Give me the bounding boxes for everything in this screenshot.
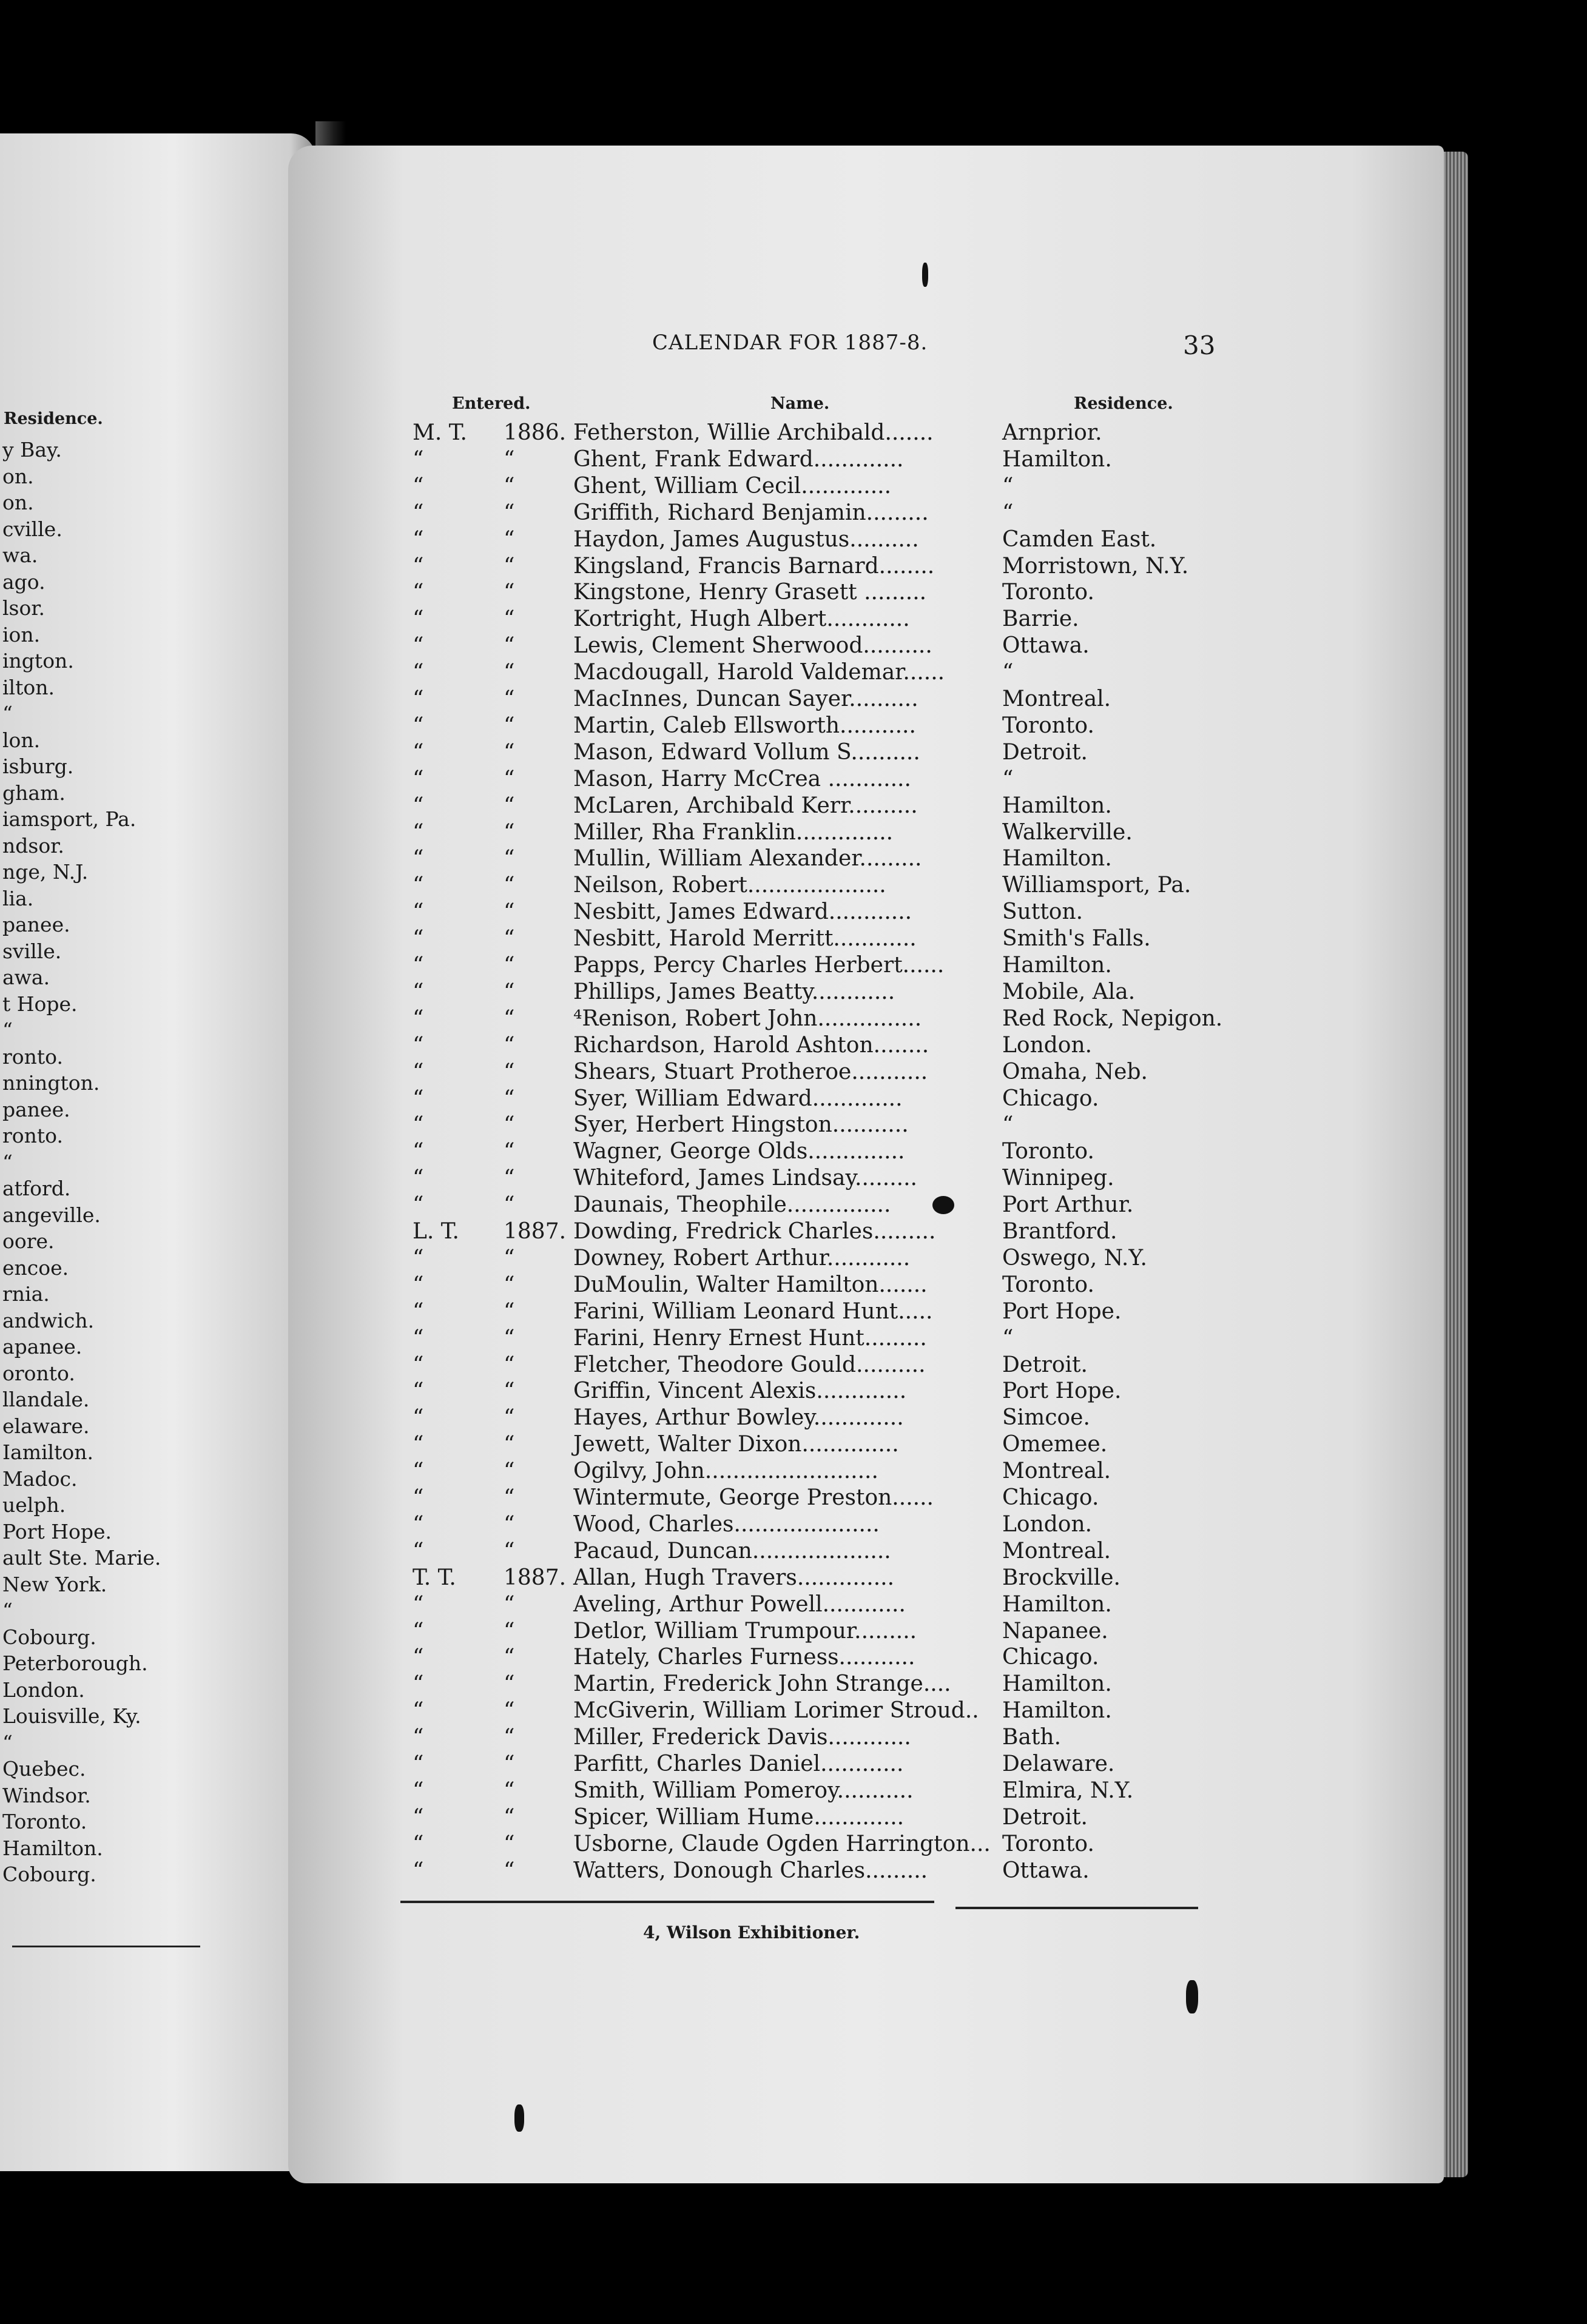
left-residence-entry: nnington.: [2, 1071, 100, 1095]
year-cell: “: [504, 1379, 515, 1404]
residence-cell: Simcoe.: [1002, 1405, 1090, 1431]
term-cell: “: [413, 1006, 424, 1031]
left-residence-entry: apanee.: [2, 1335, 83, 1358]
name-cell: Hately, Charles Furness...........: [573, 1645, 915, 1670]
left-residence-entry: ault Ste. Marie.: [2, 1546, 161, 1570]
left-residence-entry: on.: [2, 491, 34, 514]
left-residence-entry: Toronto.: [2, 1810, 87, 1833]
name-cell: Aveling, Arthur Powell............: [573, 1591, 906, 1617]
name-cell: Detlor, William Trumpour.........: [573, 1618, 917, 1644]
term-cell: “: [413, 1352, 424, 1377]
name-cell: Jewett, Walter Dixon..............: [573, 1432, 899, 1457]
term-cell: “: [413, 1379, 424, 1404]
name-column-header: Name.: [770, 394, 830, 413]
left-residence-entry: ington.: [2, 649, 74, 673]
name-cell: Smith, William Pomeroy...........: [573, 1778, 914, 1803]
name-cell: Mason, Edward Vollum S..........: [573, 739, 920, 765]
name-cell: Lewis, Clement Sherwood..........: [573, 633, 932, 659]
name-cell: Downey, Robert Arthur............: [573, 1245, 911, 1271]
residence-cell: Toronto.: [1002, 1272, 1094, 1297]
left-residence-entry: “: [2, 1150, 13, 1174]
term-cell: L. T.: [413, 1219, 459, 1244]
name-cell: Whiteford, James Lindsay.........: [573, 1166, 917, 1191]
term-cell: “: [413, 1032, 424, 1058]
term-cell: “: [413, 1831, 424, 1856]
left-residence-entry: London.: [2, 1678, 85, 1702]
year-cell: “: [504, 1751, 515, 1776]
year-cell: “: [504, 1831, 515, 1856]
name-cell: Richardson, Harold Ashton........: [573, 1032, 929, 1058]
name-cell: Martin, Caleb Ellsworth...........: [573, 713, 916, 738]
ink-mark: [514, 2104, 524, 2132]
year-cell: “: [504, 1405, 515, 1431]
term-cell: “: [413, 1245, 424, 1271]
left-residence-entry: Port Hope.: [2, 1519, 112, 1543]
term-cell: T. T.: [413, 1565, 456, 1590]
term-cell: “: [413, 1725, 424, 1750]
term-cell: “: [413, 473, 424, 499]
year-cell: “: [504, 873, 515, 898]
name-cell: Nesbitt, Harold Merritt............: [573, 926, 917, 952]
left-residence-entry: Iamilton.: [2, 1440, 93, 1464]
ink-blot: [932, 1196, 954, 1214]
residence-cell: Mobile, Ala.: [1002, 979, 1136, 1004]
left-residence-entry: isburg.: [2, 754, 74, 778]
term-cell: “: [413, 1591, 424, 1617]
residence-cell: Chicago.: [1002, 1086, 1099, 1111]
name-cell: Nesbitt, James Edward............: [573, 899, 912, 925]
name-cell: Daunais, Theophile...............: [573, 1192, 891, 1218]
residence-column-header: Residence.: [1074, 394, 1173, 413]
residence-cell: Port Hope.: [1002, 1379, 1122, 1404]
left-residence-entry: oore.: [2, 1229, 55, 1253]
year-cell: 1886.: [504, 420, 567, 445]
left-residence-entry: ion.: [2, 622, 41, 646]
left-residence-entry: “: [2, 1730, 13, 1755]
year-cell: “: [504, 1032, 515, 1058]
residence-cell: Oswego, N.Y.: [1002, 1245, 1147, 1271]
term-cell: “: [413, 1698, 424, 1724]
term-cell: “: [413, 1139, 424, 1164]
left-residence-entry: “: [2, 1599, 13, 1622]
name-cell: Syer, Herbert Hingston...........: [573, 1112, 909, 1138]
residence-cell: Hamilton.: [1002, 1591, 1112, 1617]
left-residence-entry: Peterborough.: [2, 1651, 148, 1675]
left-residence-entry: “: [2, 702, 13, 725]
term-cell: “: [413, 713, 424, 738]
residence-cell: “: [1002, 1112, 1014, 1138]
name-cell: Parfitt, Charles Daniel............: [573, 1751, 904, 1776]
ink-mark: [1186, 1980, 1198, 2013]
entered-column-header: Entered.: [452, 394, 531, 413]
name-cell: Mason, Harry McCrea ............: [573, 766, 911, 791]
term-cell: “: [413, 899, 424, 925]
name-cell: Farini, Henry Ernest Hunt.........: [573, 1325, 927, 1351]
left-residence-entry: ronto.: [2, 1044, 63, 1069]
residence-cell: Hamilton.: [1002, 846, 1112, 872]
residence-cell: Chicago.: [1002, 1485, 1099, 1510]
year-cell: “: [504, 473, 515, 499]
residence-cell: “: [1002, 473, 1014, 499]
term-cell: M. T.: [413, 420, 467, 445]
residence-cell: Delaware.: [1002, 1751, 1115, 1776]
term-cell: “: [413, 1166, 424, 1191]
name-cell: McGiverin, William Lorimer Stroud..: [573, 1698, 979, 1724]
left-residence-entry: wa.: [2, 543, 38, 567]
residence-cell: Detroit.: [1002, 1352, 1088, 1377]
term-cell: “: [413, 1538, 424, 1563]
term-cell: “: [413, 1432, 424, 1457]
year-cell: “: [504, 1166, 515, 1191]
left-residence-entry: gham.: [2, 781, 66, 805]
left-residence-entry: rnia.: [2, 1282, 50, 1306]
year-cell: “: [504, 1858, 515, 1883]
residence-cell: London.: [1002, 1032, 1093, 1058]
ink-mark: [922, 263, 928, 287]
name-cell: Usborne, Claude Ogden Harrington...: [573, 1831, 991, 1856]
year-cell: “: [504, 500, 515, 525]
page-number: 33: [1183, 331, 1216, 360]
name-cell: Allan, Hugh Travers..............: [573, 1565, 895, 1590]
term-cell: “: [413, 500, 424, 525]
year-cell: “: [504, 1459, 515, 1484]
term-cell: “: [413, 953, 424, 978]
year-cell: “: [504, 526, 515, 552]
name-cell: Ghent, Frank Edward.............: [573, 446, 904, 472]
left-residence-entry: “: [2, 1018, 13, 1042]
residence-cell: Brockville.: [1002, 1565, 1120, 1590]
name-cell: Martin, Frederick John Strange....: [573, 1671, 951, 1697]
term-cell: “: [413, 793, 424, 818]
residence-cell: Morristown, N.Y.: [1002, 553, 1189, 579]
term-cell: “: [413, 1804, 424, 1830]
name-cell: Kortright, Hugh Albert............: [573, 606, 910, 632]
year-cell: “: [504, 1804, 515, 1830]
term-cell: “: [413, 1298, 424, 1324]
name-cell: ⁴Renison, Robert John...............: [573, 1006, 922, 1031]
year-cell: “: [504, 1778, 515, 1803]
name-cell: Miller, Frederick Davis............: [573, 1725, 911, 1750]
name-cell: Griffin, Vincent Alexis.............: [573, 1379, 907, 1404]
name-cell: Ghent, William Cecil.............: [573, 473, 892, 499]
left-residence-entry: Windsor.: [2, 1783, 91, 1807]
year-cell: “: [504, 953, 515, 978]
year-cell: “: [504, 1352, 515, 1377]
left-residence-entry: atford.: [2, 1177, 71, 1200]
term-cell: “: [413, 526, 424, 552]
residence-cell: Hamilton.: [1002, 1698, 1112, 1724]
year-cell: “: [504, 1591, 515, 1617]
residence-cell: Sutton.: [1002, 899, 1083, 925]
name-cell: Hayes, Arthur Bowley.............: [573, 1405, 904, 1431]
term-cell: “: [413, 873, 424, 898]
term-cell: “: [413, 1405, 424, 1431]
left-page-rule: [12, 1946, 200, 1947]
residence-cell: Camden East.: [1002, 526, 1157, 552]
residence-cell: Brantford.: [1002, 1219, 1117, 1244]
residence-cell: Hamilton.: [1002, 446, 1112, 472]
year-cell: “: [504, 739, 515, 765]
year-cell: “: [504, 819, 515, 845]
left-residence-entry: elaware.: [2, 1414, 90, 1438]
year-cell: “: [504, 660, 515, 685]
name-cell: Neilson, Robert....................: [573, 873, 886, 898]
residence-cell: Winnipeg.: [1002, 1166, 1114, 1191]
year-cell: “: [504, 1059, 515, 1084]
term-cell: “: [413, 739, 424, 765]
year-cell: “: [504, 1725, 515, 1750]
left-residence-entry: andwich.: [2, 1308, 95, 1332]
residence-cell: Smith's Falls.: [1002, 926, 1151, 952]
residence-cell: Williamsport, Pa.: [1002, 873, 1191, 898]
year-cell: “: [504, 1086, 515, 1111]
name-cell: Ogilvy, John.........................: [573, 1459, 878, 1484]
residence-cell: Montreal.: [1002, 1459, 1111, 1484]
left-residence-entry: lsor.: [2, 596, 45, 620]
residence-cell: Walkerville.: [1002, 819, 1133, 845]
left-residence-entry: ronto.: [2, 1124, 63, 1147]
residence-cell: Port Arthur.: [1002, 1192, 1134, 1218]
residence-cell: Red Rock, Nepigon.: [1002, 1006, 1223, 1031]
residence-cell: Detroit.: [1002, 1804, 1088, 1830]
name-cell: Papps, Percy Charles Herbert......: [573, 953, 945, 978]
bottom-rule: [400, 1901, 934, 1903]
year-cell: “: [504, 899, 515, 925]
term-cell: “: [413, 553, 424, 579]
left-residence-entry: panee.: [2, 913, 70, 936]
residence-cell: Arnprior.: [1002, 420, 1102, 445]
year-cell: 1887.: [504, 1565, 567, 1590]
name-cell: Wintermute, George Preston......: [573, 1485, 934, 1510]
term-cell: “: [413, 1645, 424, 1670]
year-cell: “: [504, 1645, 515, 1670]
year-cell: “: [504, 633, 515, 659]
residence-cell: London.: [1002, 1511, 1093, 1537]
footnote: 4, Wilson Exhibitioner.: [643, 1923, 860, 1943]
residence-cell: Chicago.: [1002, 1645, 1099, 1670]
left-residence-entry: lia.: [2, 886, 34, 910]
year-cell: “: [504, 1485, 515, 1510]
term-cell: “: [413, 660, 424, 685]
left-residence-entry: oronto.: [2, 1361, 75, 1385]
left-residence-entry: Madoc.: [2, 1466, 78, 1491]
name-cell: Watters, Donough Charles.........: [573, 1858, 928, 1883]
name-cell: Miller, Rha Franklin..............: [573, 819, 894, 845]
left-residence-entry: nge, N.J.: [2, 860, 89, 884]
term-cell: “: [413, 1618, 424, 1644]
residence-cell: Hamilton.: [1002, 1671, 1112, 1697]
left-residence-entry: Cobourg.: [2, 1625, 96, 1649]
name-cell: Fetherston, Willie Archibald.......: [573, 420, 934, 445]
name-cell: Farini, William Leonard Hunt.....: [573, 1298, 933, 1324]
left-residence-entry: angeville.: [2, 1203, 101, 1227]
year-cell: “: [504, 1325, 515, 1351]
residence-cell: Toronto.: [1002, 580, 1094, 605]
year-cell: “: [504, 553, 515, 579]
name-cell: Mullin, William Alexander.........: [573, 846, 922, 872]
left-column-header: Residence.: [4, 409, 103, 428]
left-residence-entry: sville.: [2, 939, 62, 963]
residence-cell: Montreal.: [1002, 1538, 1111, 1563]
residence-cell: Ottawa.: [1002, 1858, 1090, 1883]
name-cell: Kingstone, Henry Grasett .........: [573, 580, 927, 605]
left-residence-entry: Cobourg.: [2, 1862, 96, 1886]
year-cell: “: [504, 1006, 515, 1031]
residence-cell: Napanee.: [1002, 1618, 1108, 1644]
year-cell: “: [504, 766, 515, 791]
name-cell: Haydon, James Augustus..........: [573, 526, 919, 552]
residence-cell: Toronto.: [1002, 1831, 1094, 1856]
year-cell: “: [504, 1245, 515, 1271]
year-cell: “: [504, 846, 515, 872]
term-cell: “: [413, 1192, 424, 1218]
left-residence-entry: uelph.: [2, 1493, 66, 1517]
term-cell: “: [413, 1086, 424, 1111]
name-cell: Wagner, George Olds..............: [573, 1139, 905, 1164]
year-cell: “: [504, 446, 515, 472]
year-cell: “: [504, 687, 515, 711]
left-page: [0, 133, 315, 2171]
left-residence-list: [2, 437, 161, 1888]
year-cell: “: [504, 1618, 515, 1644]
name-cell: McLaren, Archibald Kerr..........: [573, 793, 918, 818]
term-cell: “: [413, 1858, 424, 1883]
residence-cell: Hamilton.: [1002, 953, 1112, 978]
left-residence-entry: ago.: [2, 569, 45, 594]
year-cell: “: [504, 606, 515, 632]
left-residence-entry: Quebec.: [2, 1757, 86, 1781]
name-cell: Wood, Charles.....................: [573, 1511, 880, 1537]
left-residence-entry: t Hope.: [2, 992, 78, 1016]
residence-cell: Barrie.: [1002, 606, 1079, 632]
residence-cell: “: [1002, 660, 1014, 685]
name-cell: Fletcher, Theodore Gould..........: [573, 1352, 926, 1377]
term-cell: “: [413, 1059, 424, 1084]
left-residence-entry: panee.: [2, 1097, 70, 1121]
term-cell: “: [413, 1272, 424, 1297]
year-cell: “: [504, 713, 515, 738]
year-cell: “: [504, 979, 515, 1004]
term-cell: “: [413, 926, 424, 952]
name-cell: Spicer, William Hume.............: [573, 1804, 905, 1830]
term-cell: “: [413, 687, 424, 711]
left-residence-entry: Hamilton.: [2, 1836, 103, 1860]
page-title: CALENDAR FOR 1887-8.: [652, 331, 928, 355]
year-cell: “: [504, 1112, 515, 1138]
left-residence-entry: ilton.: [2, 675, 55, 699]
left-residence-entry: llandale.: [2, 1388, 90, 1411]
residence-cell: “: [1002, 1325, 1014, 1351]
residence-cell: Toronto.: [1002, 713, 1094, 738]
residence-cell: Port Hope.: [1002, 1298, 1122, 1324]
name-cell: Phillips, James Beatty............: [573, 979, 895, 1004]
residence-cell: Ottawa.: [1002, 633, 1090, 659]
term-cell: “: [413, 1112, 424, 1138]
year-cell: “: [504, 1671, 515, 1697]
name-cell: Griffith, Richard Benjamin.........: [573, 500, 929, 525]
left-residence-entry: encoe.: [2, 1255, 69, 1280]
page-edge: [1444, 152, 1468, 2177]
name-cell: Dowding, Fredrick Charles.........: [573, 1219, 936, 1244]
term-cell: “: [413, 979, 424, 1004]
year-cell: “: [504, 1139, 515, 1164]
year-cell: 1887.: [504, 1219, 567, 1244]
term-cell: “: [413, 606, 424, 632]
year-cell: “: [504, 1511, 515, 1537]
term-cell: “: [413, 1671, 424, 1697]
name-cell: Syer, William Edward.............: [573, 1086, 903, 1111]
year-cell: “: [504, 580, 515, 605]
left-residence-entry: cville.: [2, 517, 62, 541]
term-cell: “: [413, 580, 424, 605]
bottom-rule-short: [955, 1907, 1198, 1909]
left-residence-entry: y Bay.: [2, 438, 62, 462]
residence-cell: Omemee.: [1002, 1432, 1108, 1457]
left-residence-entry: New York.: [2, 1572, 107, 1596]
name-cell: Shears, Stuart Protheroe...........: [573, 1059, 928, 1084]
term-cell: “: [413, 1778, 424, 1803]
term-cell: “: [413, 1511, 424, 1537]
left-residence-entry: ndsor.: [2, 833, 64, 858]
residence-cell: Bath.: [1002, 1725, 1062, 1750]
term-cell: “: [413, 1325, 424, 1351]
residence-cell: Hamilton.: [1002, 793, 1112, 818]
year-cell: “: [504, 1698, 515, 1724]
term-cell: “: [413, 1751, 424, 1776]
name-cell: Macdougall, Harold Valdemar......: [573, 660, 945, 685]
name-cell: Pacaud, Duncan....................: [573, 1538, 891, 1563]
year-cell: “: [504, 1272, 515, 1297]
year-cell: “: [504, 1538, 515, 1563]
term-cell: “: [413, 819, 424, 845]
name-cell: Kingsland, Francis Barnard........: [573, 553, 935, 579]
residence-cell: Omaha, Neb.: [1002, 1059, 1148, 1084]
name-cell: MacInnes, Duncan Sayer..........: [573, 687, 918, 711]
term-cell: “: [413, 1485, 424, 1510]
term-cell: “: [413, 446, 424, 472]
left-residence-entry: on.: [2, 464, 34, 488]
left-residence-entry: awa.: [2, 966, 50, 989]
residence-cell: Detroit.: [1002, 739, 1088, 765]
term-cell: “: [413, 766, 424, 791]
residence-cell: Toronto.: [1002, 1139, 1094, 1164]
year-cell: “: [504, 1432, 515, 1457]
year-cell: “: [504, 926, 515, 952]
year-cell: “: [504, 793, 515, 818]
term-cell: “: [413, 846, 424, 872]
residence-cell: “: [1002, 766, 1014, 791]
year-cell: “: [504, 1192, 515, 1218]
year-cell: “: [504, 1298, 515, 1324]
left-residence-entry: iamsport, Pa.: [2, 807, 136, 831]
residence-cell: Elmira, N.Y.: [1002, 1778, 1134, 1803]
term-cell: “: [413, 633, 424, 659]
name-cell: DuMoulin, Walter Hamilton.......: [573, 1272, 928, 1297]
residence-cell: Montreal.: [1002, 687, 1111, 711]
left-residence-entry: Louisville, Ky.: [2, 1704, 141, 1728]
left-residence-entry: lon.: [2, 728, 41, 752]
term-cell: “: [413, 1459, 424, 1484]
residence-cell: “: [1002, 500, 1014, 525]
